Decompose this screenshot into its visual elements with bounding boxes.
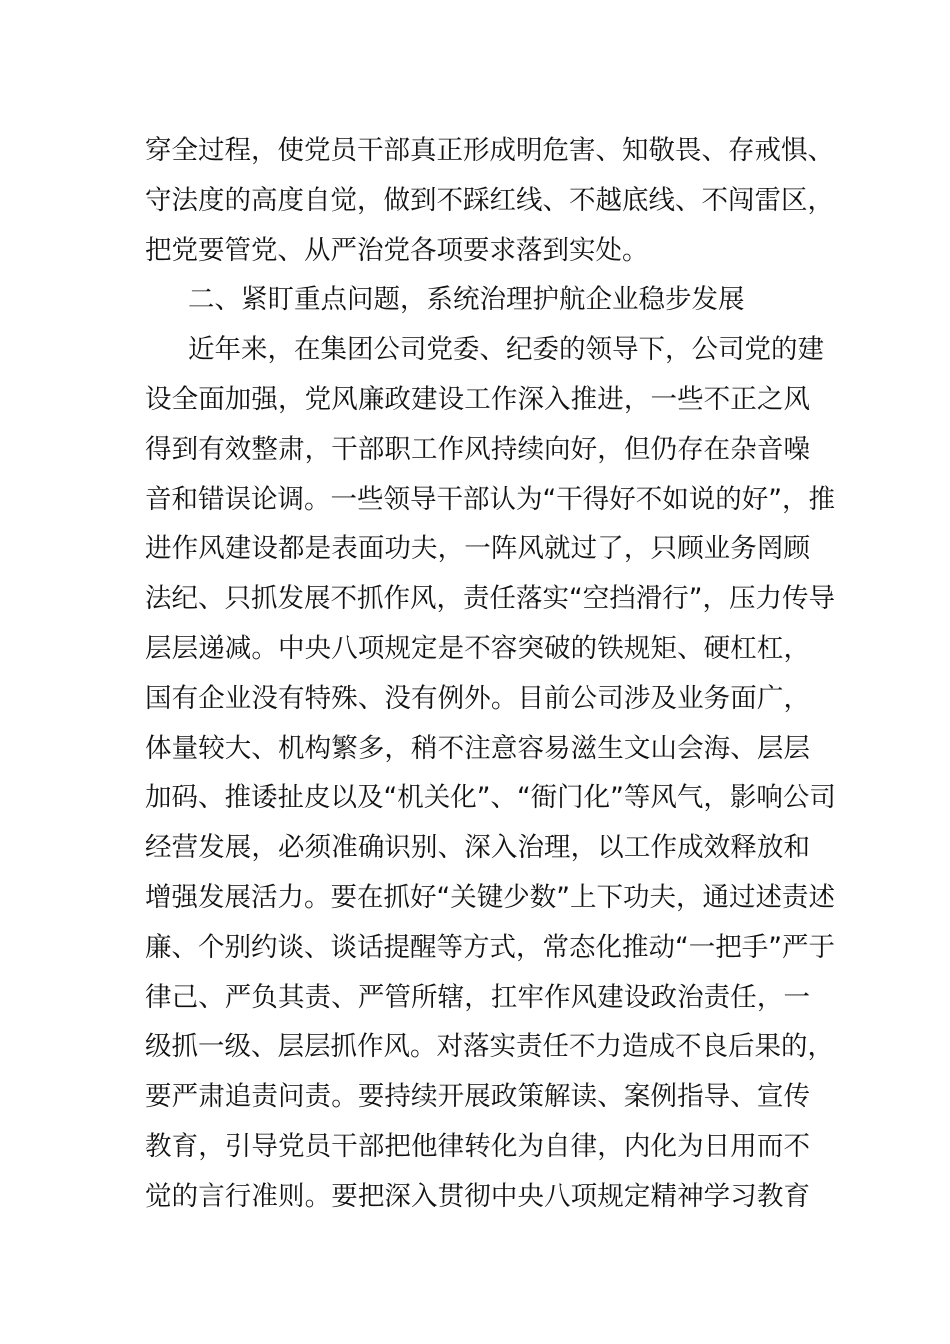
text-line: 音和错误论调。一些领导干部认为“干得好不如说的好”，推 [145, 483, 835, 515]
text-line: 增强发展活力。要在抓好“关键少数”上下功夫，通过述责述 [145, 881, 835, 913]
text-line: 教育，引导党员干部把他律转化为自律，内化为日用而不 [145, 1130, 810, 1162]
text-line: 加码、推诿扯皮以及“机关化”、“衙门化”等风气，影响公司 [145, 782, 836, 814]
text-line: 廉、个别约谈、谈话提醒等方式，常态化推动“一把手”严于 [145, 931, 835, 963]
text-line: 觉的言行准则。要把深入贯彻中央八项规定精神学习教育 [145, 1180, 810, 1212]
text-line: 法纪、只抓发展不抓作风，责任落实“空挡滑行”，压力传导 [145, 583, 835, 615]
text-line: 律己、严负其责、严管所辖，扛牢作风建设政治责任，一 [145, 981, 810, 1013]
section-heading: 二、紧盯重点问题，系统治理护航企业稳步发展 [188, 284, 745, 316]
text-line: 穿全过程，使党员干部真正形成明危害、知敬畏、存戒惧、 [145, 135, 834, 166]
text-line: 国有企业没有特殊、没有例外。目前公司涉及业务面广， [145, 682, 810, 714]
text-line: 把党要管党、从严治党各项要求落到实处。 [145, 234, 649, 266]
text-line: 要严肃追责问责。要持续开展政策解读、案例指导、宣传 [145, 1081, 810, 1113]
text-line: 设全面加强，党风廉政建设工作深入推进，一些不正之风 [145, 383, 810, 415]
text-line: 层层递减。中央八项规定是不容突破的铁规矩、硬杠杠， [145, 632, 810, 664]
text-line: 得到有效整肃，干部职工作风持续向好，但仍存在杂音噪 [145, 433, 810, 465]
body-text [145, 126, 836, 1222]
text-line: 进作风建设都是表面功夫，一阵风就过了，只顾业务罔顾 [145, 533, 810, 565]
text-line: 守法度的高度自觉，做到不踩红线、不越底线、不闯雷区， [145, 184, 834, 216]
text-line: 经营发展，必须准确识别、深入治理，以工作成效释放和 [145, 832, 810, 864]
text-line: 体量较大、机构繁多，稍不注意容易滋生文山会海、层层 [145, 732, 810, 764]
text-line: 级抓一级、层层抓作风。对落实责任不力造成不良后果的， [145, 1031, 834, 1063]
text-line: 近年来，在集团公司党委、纪委的领导下，公司党的建 [188, 334, 824, 366]
